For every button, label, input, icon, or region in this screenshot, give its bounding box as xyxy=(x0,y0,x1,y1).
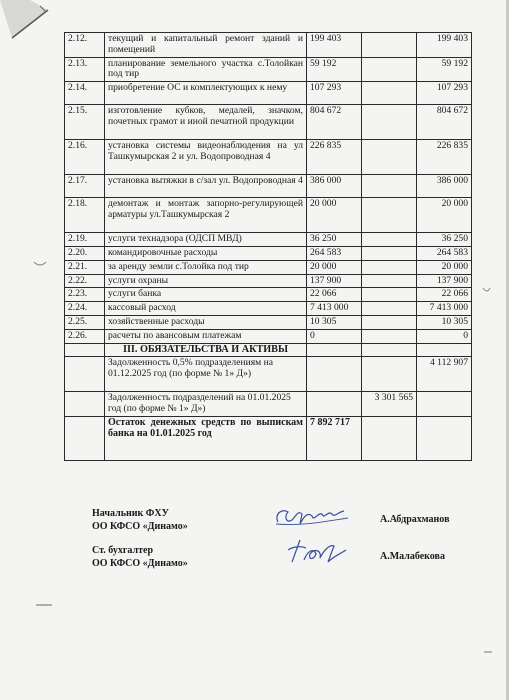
row-value-3: 199 403 xyxy=(417,33,472,58)
row-value-1: 7 413 000 xyxy=(307,302,362,316)
row-value-3: 10 305 xyxy=(417,315,472,329)
row-value-1: 0 xyxy=(307,329,362,343)
row-value-3: 20 000 xyxy=(417,260,472,274)
row-value-3: 20 000 xyxy=(417,198,472,233)
accountant-name: А.Малабекова xyxy=(380,551,445,562)
row-description: планирование земельного участка с.Толойкан под тир xyxy=(105,57,307,82)
row-number: 2.17. xyxy=(65,175,105,198)
accountant-title-line-2: ОО КФСО «Динамо» xyxy=(92,558,188,569)
row-description: расчеты по авансовым платежам xyxy=(105,329,307,343)
row-value-3: 36 250 xyxy=(417,233,472,247)
row-value-1: 804 672 xyxy=(307,105,362,140)
section-3-title: III. ОБЯЗАТЕЛЬСТВА И АКТИВЫ xyxy=(105,343,307,357)
row-description: установка вытяжки в с/зал ул. Водопроводная 4 xyxy=(105,175,307,198)
row-value-3: 107 293 xyxy=(417,82,472,105)
balance-value-1: 7 892 717 xyxy=(307,417,362,461)
row-value-3: 22 066 xyxy=(417,288,472,302)
debt-jan-value-2: 3 301 565 xyxy=(362,392,417,417)
row-description: установка системы видеонаблюдения на ул Ташкумырская 2 и ул. Водопроводная 4 xyxy=(105,140,307,175)
row-number: 2.24. xyxy=(65,302,105,316)
row-value-1: 107 293 xyxy=(307,82,362,105)
row-value-1: 264 583 xyxy=(307,246,362,260)
row-number: 2.25. xyxy=(65,315,105,329)
row-value-1: 59 192 xyxy=(307,57,362,82)
row-description: кассовый расход xyxy=(105,302,307,316)
row-value-1: 386 000 xyxy=(307,175,362,198)
row-number: 2.14. xyxy=(65,82,105,105)
row-value-1: 20 000 xyxy=(307,260,362,274)
row-number: 2.20. xyxy=(65,246,105,260)
debt-dec-label: Задолженность 0,5% подразделениям на 01.12.2025 год (по форме № 1» Д») xyxy=(105,357,307,392)
row-description: за аренду земли с.Толойка под тир xyxy=(105,260,307,274)
row-value-3: 137 900 xyxy=(417,274,472,288)
row-description: услуги технадзора (ОДСП МВД) xyxy=(105,233,307,247)
row-value-3: 804 672 xyxy=(417,105,472,140)
row-value-1: 137 900 xyxy=(307,274,362,288)
row-description: услуги охраны xyxy=(105,274,307,288)
accountant-title-line-1: Ст. бухгалтер xyxy=(92,545,154,556)
balance-label: Остаток денежных средств по выпискам банка на 01.01.2025 год xyxy=(105,417,307,461)
row-value-3: 264 583 xyxy=(417,246,472,260)
row-value-3: 386 000 xyxy=(417,175,472,198)
row-description: услуги банка xyxy=(105,288,307,302)
head-name: А.Абдрахманов xyxy=(380,514,450,525)
row-description: приобретение ОС и комплектующих к нему xyxy=(105,82,307,105)
row-description: текущий и капитальный ремонт зданий и помещений xyxy=(105,33,307,58)
debt-dec-value-3: 4 112 907 xyxy=(417,357,472,392)
row-value-3: 59 192 xyxy=(417,57,472,82)
head-title-line-2: ОО КФСО «Динамо» xyxy=(92,521,188,532)
head-title-line-1: Начальник ФХУ xyxy=(92,508,169,519)
row-value-1: 226 835 xyxy=(307,140,362,175)
row-value-1: 199 403 xyxy=(307,33,362,58)
row-value-1: 20 000 xyxy=(307,198,362,233)
row-value-1: 10 305 xyxy=(307,315,362,329)
row-value-3: 7 413 000 xyxy=(417,302,472,316)
row-number: 2.26. xyxy=(65,329,105,343)
row-description: изготовление кубков, медалей, значком, почетных грамот и иной печатной продукции xyxy=(105,105,307,140)
row-number: 2.22. xyxy=(65,274,105,288)
row-number: 2.18. xyxy=(65,198,105,233)
row-value-1: 36 250 xyxy=(307,233,362,247)
row-number: 2.16. xyxy=(65,140,105,175)
row-value-3: 226 835 xyxy=(417,140,472,175)
row-value-1: 22 066 xyxy=(307,288,362,302)
debt-jan-label: Задолженность подразделений на 01.01.2025 год (по форме № 1» Д») xyxy=(105,392,307,417)
row-value-3: 0 xyxy=(417,329,472,343)
row-description: демонтаж и монтаж запорно-регулирующей арматуры ул.Ташкумырская 2 xyxy=(105,198,307,233)
row-number: 2.23. xyxy=(65,288,105,302)
row-description: командировочные расходы xyxy=(105,246,307,260)
row-number: 2.19. xyxy=(65,233,105,247)
row-number: 2.21. xyxy=(65,260,105,274)
row-number: 2.13. xyxy=(65,57,105,82)
row-number: 2.12. xyxy=(65,33,105,58)
row-number: 2.15. xyxy=(65,105,105,140)
row-description: хозяйственные расходы xyxy=(105,315,307,329)
